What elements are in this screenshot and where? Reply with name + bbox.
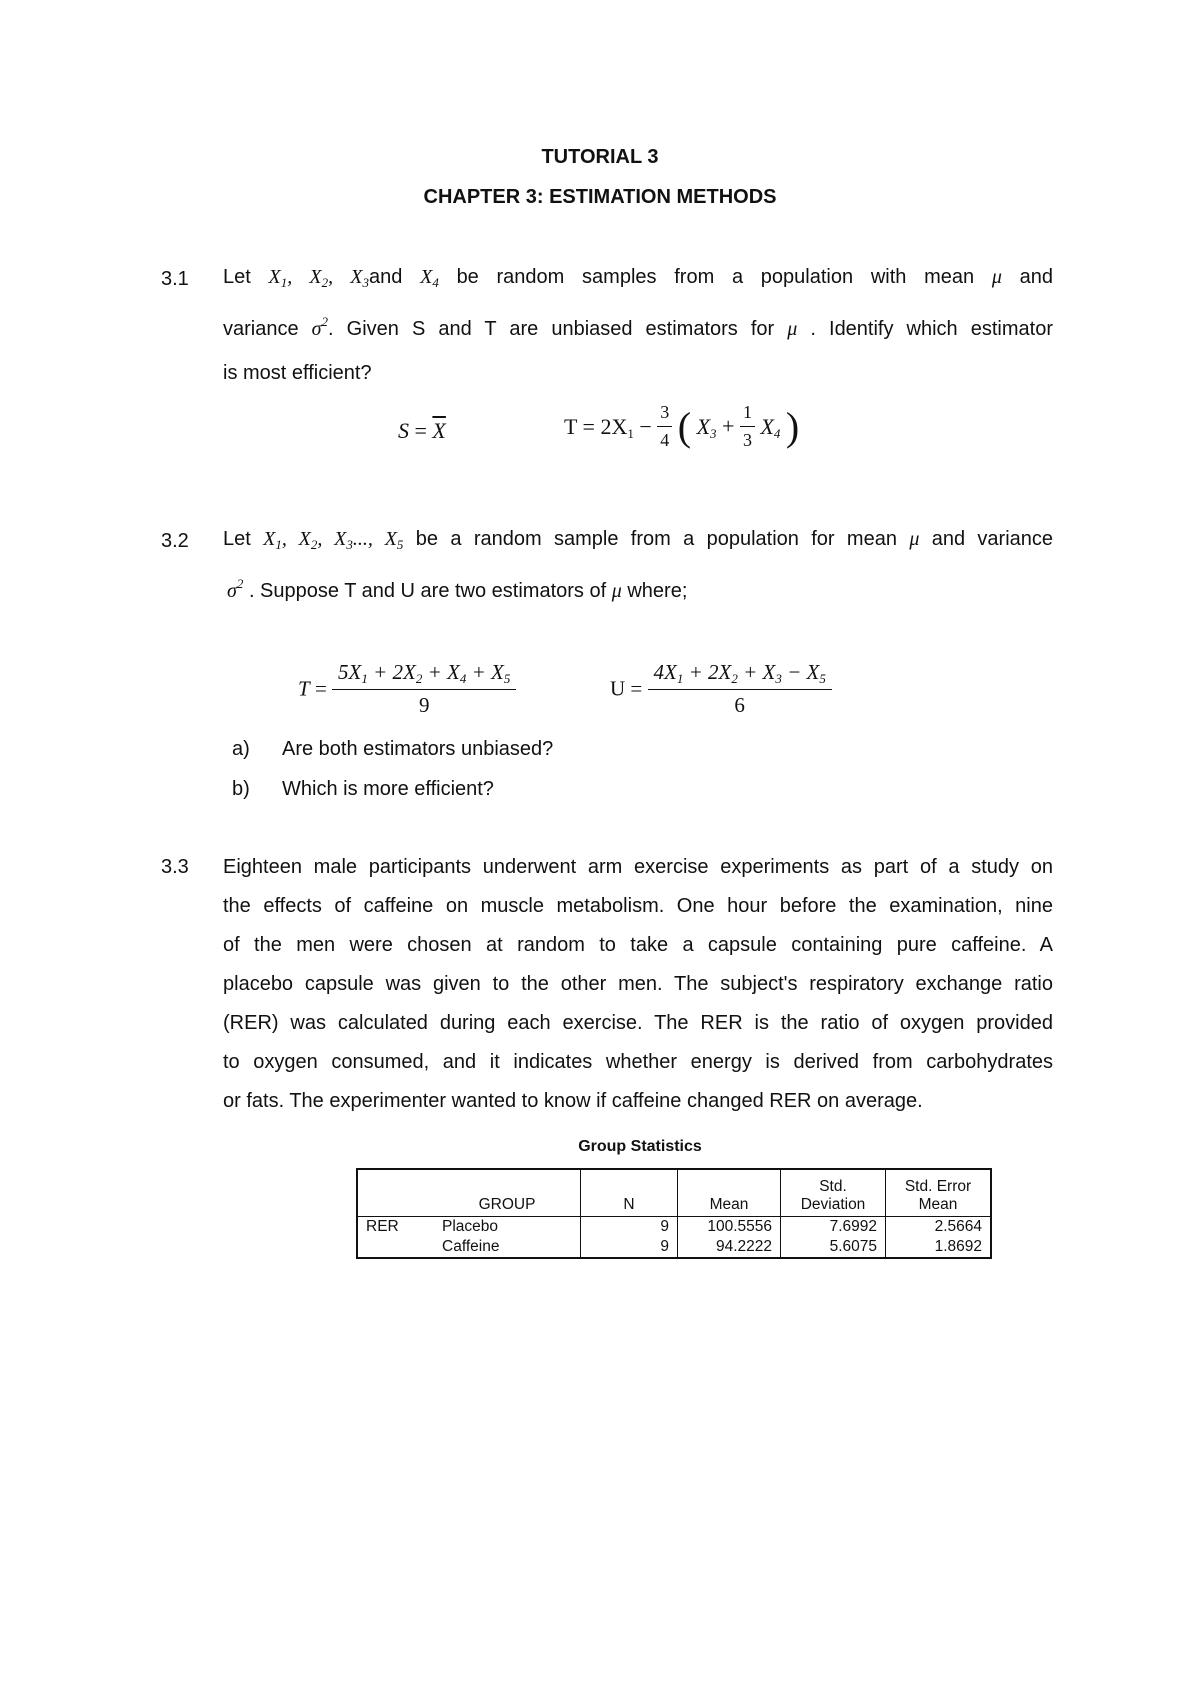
page-title: TUTORIAL 3 (541, 146, 659, 168)
q33-line-5: (RER) was calculated during each exercise. The RER is the ratio of oxygen provided (223, 1012, 1053, 1034)
cell-group: Caffeine (434, 1237, 581, 1258)
q33-line-6: to oxygen consumed, and it indicates whether energy is derived from carbohydrates (223, 1051, 1053, 1073)
q33-line-2: the effects of caffeine on muscle metabolism. One hour before the examination, nine (223, 895, 1053, 917)
equation-T: $T = 2X_1$ − $\frac{3}{4}$ ( $X_3$ + $\frac{1}{3}$ $X_4$ ) (564, 402, 800, 450)
q33-line-3: of the men were chosen at random to take a capsule containing pure caffeine. A (223, 934, 1053, 956)
question-number-3-2: 3.2 (161, 530, 189, 552)
q31-line-1: Let $X_1$, $X_2$, $X_3and$ $X_4$ be random samples from a population with mean μ and (223, 266, 1053, 290)
cell-se: 2.5664 (934, 1218, 982, 1235)
q32-line-1: Let $X_1$, $X_2$, $X_3$..., $X_5$ be a random sample from a population for mean μ and variance (223, 528, 1054, 552)
q32-a-text: Are both estimators unbiased? (282, 738, 554, 760)
cell-n: 9 (581, 1237, 678, 1258)
q32-b-text: Which is more efficient? (282, 778, 494, 800)
q33-line-4: placebo capsule was given to the other men. The subject's respiratory exchange ratio (223, 973, 1053, 995)
cell-sd: 7.6992 (781, 1217, 886, 1238)
equation-S: $S = \overline{X}$ (398, 418, 446, 443)
q31-line-2: variance $\sigma^2$. Given S and T are unbiased estimators for μ . Identify which estimator (223, 314, 1053, 340)
cell-n: 9 (581, 1217, 678, 1238)
chapter-title: CHAPTER 3: ESTIMATION METHODS (423, 186, 777, 208)
cell-mean: 94.2222 (678, 1237, 781, 1258)
table-caption: Group Statistics (578, 1138, 702, 1155)
q31-line-3: is most efficient? (223, 362, 372, 384)
q32-a-label: a) (232, 738, 250, 760)
cell-group: Placebo (434, 1217, 581, 1238)
group-statistics-table (356, 1168, 992, 1259)
q32-b-label: b) (232, 778, 250, 800)
table-row (357, 1237, 991, 1258)
header-std-deviation: Std. Deviation (781, 1169, 886, 1217)
table-row (357, 1217, 991, 1238)
cell-se: 1.8692 (886, 1237, 992, 1258)
cell-mean: 100.5556 (678, 1217, 781, 1238)
equation-U: U = $\frac{4X_1 + 2X_2 + X_3 - X_5}{6}$ (610, 660, 832, 718)
table-header-row (357, 1169, 991, 1217)
q33-line-1: Eighteen male participants underwent arm exercise experiments as part of a study on (223, 856, 1053, 878)
q33-line-7: or fats. The experimenter wanted to know if caffeine changed RER on average. (223, 1090, 923, 1112)
cell-sd: 5.6075 (781, 1237, 886, 1258)
q32-line-2: $\sigma^2$ . Suppose T and U are two estimators of μ where; (227, 576, 688, 602)
header-group: GROUP (434, 1169, 581, 1217)
header-std-error-mean: Std. Error Mean (886, 1169, 992, 1217)
equation-T2: T = $\frac{5X_1 + 2X_2 + X_4 + X_5}{9}$ (298, 660, 516, 718)
header-n: N (581, 1169, 678, 1217)
question-number-3-3: 3.3 (161, 856, 189, 878)
question-number-3-1: 3.1 (161, 268, 189, 290)
row-label: RER (366, 1218, 399, 1235)
header-mean: Mean (678, 1169, 781, 1217)
